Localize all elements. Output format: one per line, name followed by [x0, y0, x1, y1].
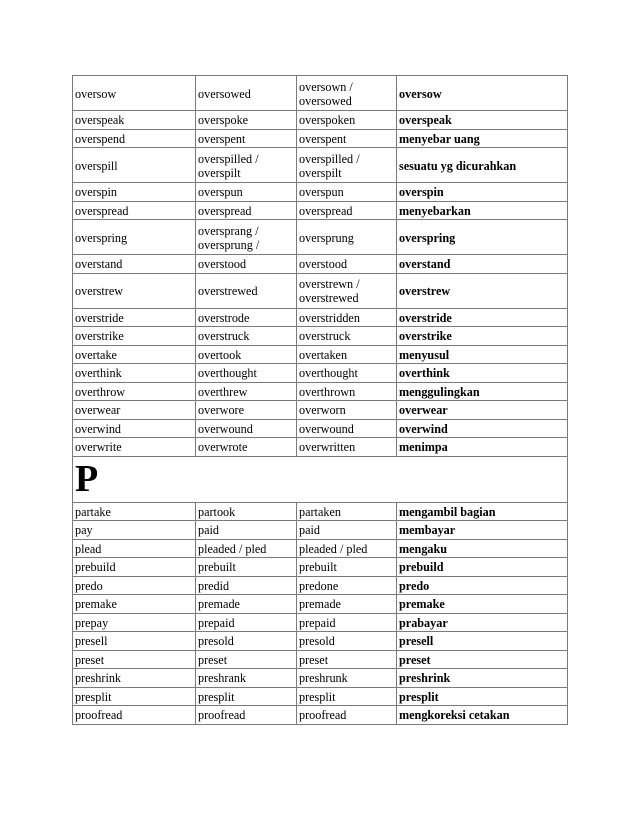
cell-base: overwind — [73, 419, 196, 438]
table-row — [73, 255, 568, 274]
cell-text-line: overstrewn / — [299, 277, 360, 291]
cell-text-line: preshrunk — [299, 671, 348, 686]
cell-past — [196, 650, 297, 669]
cell-past — [196, 539, 297, 558]
table-row — [73, 595, 568, 614]
table-row — [73, 111, 568, 130]
cell-meaning: prabayar — [397, 613, 568, 632]
section-letter-row — [73, 456, 568, 502]
cell-text-line: overstrode — [198, 310, 250, 325]
section-letter-heading: P — [75, 458, 99, 500]
cell-text-line: overwrote — [198, 440, 248, 455]
cell-meaning: overspeak — [397, 111, 568, 130]
cell-base: overstand — [73, 255, 196, 274]
cell-text-line: overthrown — [299, 384, 356, 399]
cell-meaning: preshrink — [397, 669, 568, 688]
table-row — [73, 687, 568, 706]
cell-text-line: prepaid — [198, 615, 235, 630]
cell-meaning: mengkoreksi cetakan — [397, 706, 568, 725]
cell-participle — [297, 401, 397, 420]
cell-past — [196, 183, 297, 202]
cell-base: premake — [73, 595, 196, 614]
cell-base: overspeak — [73, 111, 196, 130]
table-row — [73, 613, 568, 632]
cell-text-line: overspent — [299, 131, 347, 146]
table-row — [73, 558, 568, 577]
table-row — [73, 576, 568, 595]
table-row — [73, 382, 568, 401]
table-row — [73, 308, 568, 327]
cell-base: oversow — [73, 76, 196, 111]
cell-text-line: oversprang / — [198, 223, 259, 238]
cell-text-line: overwore — [198, 403, 245, 418]
cell-text-line: proofread — [299, 708, 347, 723]
cell-past — [196, 382, 297, 401]
cell-meaning: predo — [397, 576, 568, 595]
cell-past — [196, 220, 297, 255]
cell-text-line: oversprung — [299, 230, 354, 245]
cell-past — [196, 687, 297, 706]
cell-text-line: overstood — [299, 257, 348, 272]
cell-text-line: oversowed — [299, 93, 352, 108]
cell-participle — [297, 595, 397, 614]
cell-past — [196, 669, 297, 688]
cell-past — [196, 327, 297, 346]
cell-past — [196, 148, 297, 183]
cell-meaning: sesuatu yg dicurahkan — [397, 148, 568, 183]
cell-base: overstride — [73, 308, 196, 327]
cell-base: overspring — [73, 220, 196, 255]
cell-meaning: overwind — [397, 419, 568, 438]
cell-text-line: presplit — [198, 689, 235, 704]
cell-text-line: overspilt — [198, 165, 241, 180]
cell-meaning: oversow — [397, 76, 568, 111]
cell-text-line: overthought — [299, 366, 358, 381]
table-row — [73, 521, 568, 540]
cell-participle — [297, 345, 397, 364]
cell-past — [196, 401, 297, 420]
table-row — [73, 76, 568, 111]
cell-text-line: overtook — [198, 347, 242, 362]
cell-text-line: preshrank — [198, 671, 247, 686]
table-row — [73, 148, 568, 183]
cell-base: preset — [73, 650, 196, 669]
cell-text-line: presold — [299, 634, 335, 649]
cell-participle — [297, 632, 397, 651]
cell-participle — [297, 129, 397, 148]
cell-past — [196, 576, 297, 595]
cell-text-line: overstruck — [299, 329, 351, 344]
cell-text-line: overstood — [198, 257, 247, 272]
cell-text-line: overthought — [198, 366, 257, 381]
cell-past — [196, 438, 297, 457]
cell-meaning: premake — [397, 595, 568, 614]
cell-text-line: overwritten — [299, 440, 356, 455]
cell-text-line: proofread — [198, 708, 246, 723]
cell-text-line: overwound — [299, 421, 354, 436]
cell-base: overwear — [73, 401, 196, 420]
cell-past — [196, 419, 297, 438]
cell-meaning: prebuild — [397, 558, 568, 577]
cell-text-line: prebuilt — [198, 560, 236, 575]
cell-base: presplit — [73, 687, 196, 706]
cell-participle — [297, 308, 397, 327]
cell-text-line: overstrewed — [299, 291, 359, 305]
cell-base: proofread — [73, 706, 196, 725]
cell-past — [196, 111, 297, 130]
irregular-verb-table — [72, 75, 568, 725]
cell-text-line: overworn — [299, 403, 346, 418]
table-row — [73, 183, 568, 202]
cell-past — [196, 201, 297, 220]
cell-meaning: overstrike — [397, 327, 568, 346]
cell-participle — [297, 613, 397, 632]
cell-participle — [297, 438, 397, 457]
cell-meaning: overspin — [397, 183, 568, 202]
cell-participle — [297, 255, 397, 274]
cell-text-line: oversown / — [299, 79, 353, 94]
cell-text-line: overspoke — [198, 113, 249, 128]
cell-participle — [297, 111, 397, 130]
cell-text-line: overspun — [299, 185, 344, 200]
cell-meaning: menyebarkan — [397, 201, 568, 220]
cell-participle — [297, 364, 397, 383]
cell-participle — [297, 576, 397, 595]
cell-participle — [297, 201, 397, 220]
table-row — [73, 345, 568, 364]
cell-past — [196, 706, 297, 725]
cell-text-line: overstrewed — [198, 284, 258, 298]
table-row — [73, 650, 568, 669]
cell-text-line: overstridden — [299, 310, 360, 325]
cell-text-line: overspilled / — [299, 151, 360, 166]
cell-meaning: mengambil bagian — [397, 502, 568, 521]
cell-meaning: presplit — [397, 687, 568, 706]
cell-participle — [297, 220, 397, 255]
cell-base: overspread — [73, 201, 196, 220]
cell-text-line: preset — [198, 652, 228, 667]
table-row — [73, 438, 568, 457]
cell-participle — [297, 273, 397, 308]
cell-past — [196, 345, 297, 364]
cell-text-line: overthrew — [198, 384, 248, 399]
cell-meaning: overthink — [397, 364, 568, 383]
cell-text-line: overspilled / — [198, 151, 259, 166]
cell-meaning: overspring — [397, 220, 568, 255]
cell-past — [196, 632, 297, 651]
cell-past — [196, 273, 297, 308]
table-row — [73, 419, 568, 438]
table-row — [73, 669, 568, 688]
cell-past — [196, 129, 297, 148]
cell-past — [196, 558, 297, 577]
cell-participle — [297, 76, 397, 111]
cell-text-line: partook — [198, 504, 236, 519]
table-row — [73, 706, 568, 725]
cell-meaning: overstand — [397, 255, 568, 274]
table-row — [73, 129, 568, 148]
cell-meaning: overstrew — [397, 273, 568, 308]
cell-base: plead — [73, 539, 196, 558]
table-row — [73, 502, 568, 521]
cell-text-line: prebuilt — [299, 560, 337, 575]
cell-participle — [297, 183, 397, 202]
cell-participle — [297, 521, 397, 540]
cell-text-line: preset — [299, 652, 329, 667]
cell-text-line: partaken — [299, 504, 341, 519]
cell-base: pay — [73, 521, 196, 540]
section-letter-cell — [73, 456, 568, 502]
cell-meaning: preset — [397, 650, 568, 669]
cell-participle — [297, 539, 397, 558]
cell-base: partake — [73, 502, 196, 521]
cell-text-line: paid — [198, 523, 219, 538]
cell-base: presell — [73, 632, 196, 651]
cell-base: overstrike — [73, 327, 196, 346]
cell-meaning: overwear — [397, 401, 568, 420]
cell-text-line: predid — [198, 578, 230, 593]
cell-text-line: prepaid — [299, 615, 336, 630]
cell-text-line: presplit — [299, 689, 336, 704]
cell-meaning: presell — [397, 632, 568, 651]
cell-meaning: membayar — [397, 521, 568, 540]
cell-text-line: overwound — [198, 421, 253, 436]
cell-base: overwrite — [73, 438, 196, 457]
cell-text-line: overspoken — [299, 113, 356, 128]
table-row — [73, 632, 568, 651]
cell-meaning: menyebar uang — [397, 129, 568, 148]
cell-text-line: oversprung / — [198, 237, 260, 252]
cell-text-line: overspent — [198, 131, 246, 146]
cell-text-line: overspun — [198, 185, 243, 200]
cell-base: preshrink — [73, 669, 196, 688]
cell-past — [196, 364, 297, 383]
cell-past — [196, 613, 297, 632]
cell-participle — [297, 669, 397, 688]
cell-meaning: menimpa — [397, 438, 568, 457]
table-row — [73, 201, 568, 220]
cell-participle — [297, 650, 397, 669]
cell-text-line: overspilt — [299, 165, 342, 180]
cell-meaning: menggulingkan — [397, 382, 568, 401]
cell-text-line: predone — [299, 578, 339, 593]
cell-text-line: paid — [299, 523, 320, 538]
cell-participle — [297, 148, 397, 183]
cell-base: predo — [73, 576, 196, 595]
cell-base: overspill — [73, 148, 196, 183]
table-row — [73, 401, 568, 420]
cell-meaning: menyusul — [397, 345, 568, 364]
table-row — [73, 327, 568, 346]
cell-past — [196, 308, 297, 327]
cell-meaning: overstride — [397, 308, 568, 327]
cell-text-line: overspread — [198, 203, 252, 218]
cell-text-line: pleaded / pled — [299, 541, 368, 556]
cell-base: overspin — [73, 183, 196, 202]
cell-text-line: premade — [198, 597, 240, 612]
cell-past — [196, 502, 297, 521]
cell-meaning: mengaku — [397, 539, 568, 558]
table-row — [73, 273, 568, 308]
table-row — [73, 539, 568, 558]
cell-text-line: overspread — [299, 203, 353, 218]
cell-text-line: presold — [198, 634, 234, 649]
cell-participle — [297, 687, 397, 706]
cell-past — [196, 595, 297, 614]
cell-past — [196, 521, 297, 540]
cell-participle — [297, 706, 397, 725]
cell-participle — [297, 558, 397, 577]
cell-text-line: oversowed — [198, 86, 251, 101]
cell-base: overstrew — [73, 273, 196, 308]
cell-participle — [297, 419, 397, 438]
cell-base: prebuild — [73, 558, 196, 577]
cell-participle — [297, 327, 397, 346]
cell-past — [196, 76, 297, 111]
table-row — [73, 364, 568, 383]
cell-base: overthink — [73, 364, 196, 383]
table-row — [73, 220, 568, 255]
cell-base: overspend — [73, 129, 196, 148]
cell-text-line: pleaded / pled — [198, 541, 267, 556]
cell-base: overtake — [73, 345, 196, 364]
cell-text-line: premade — [299, 597, 341, 612]
cell-participle — [297, 502, 397, 521]
cell-base: prepay — [73, 613, 196, 632]
cell-text-line: overtaken — [299, 347, 348, 362]
cell-text-line: overstruck — [198, 329, 250, 344]
verb-table-body — [73, 76, 568, 725]
cell-past — [196, 255, 297, 274]
cell-participle — [297, 382, 397, 401]
cell-base: overthrow — [73, 382, 196, 401]
